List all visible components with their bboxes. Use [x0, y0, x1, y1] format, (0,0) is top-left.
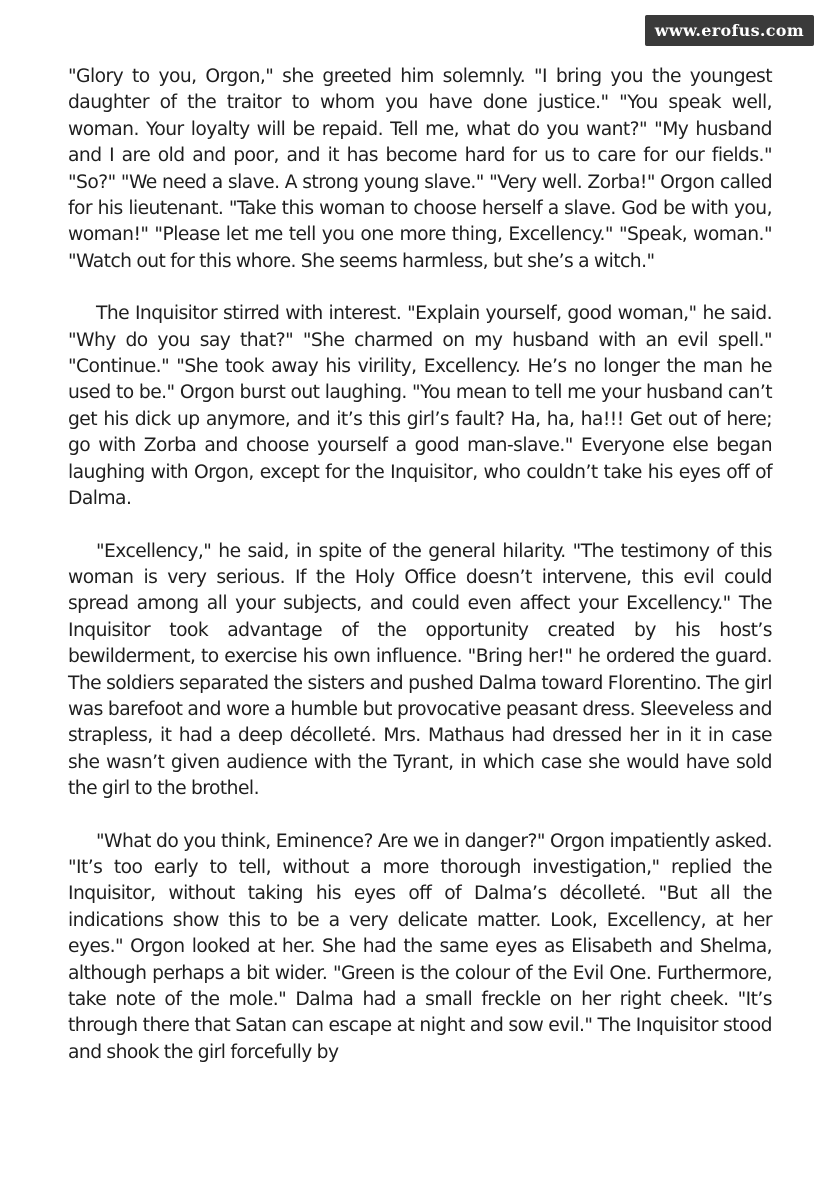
watermark-label: www.erofus.com [645, 15, 814, 46]
paragraph-2: The Inquisitor stirred with interest. "Explain yourself, good woman," he said. "Why do you say that?" "She charmed on my husband with an evil spell." "Continue." "She took away his virility, Excellency. He’s no longer the man he used to be." Orgon burst out laughing. "You mean to tell me your husband can’t get his dick up anymore, and it’s this girl’s fault? Ha, ha, ha!!! Get out of here; go with Zorba and choose yourself a good man-slave." Everyone else began laughing with Orgon, except for the Inquisitor, who couldn’t take his eyes off of Dalma. [68, 303, 772, 510]
paragraph-3: "Excellency," he said, in spite of the general hilarity. "The testimony of this woman is very serious. If the Holy Office doesn’t intervene, this evil could spread among all your subjects, and could even affect your Excellency." The Inquisitor took advantage of the opportunity created by his host’s bewilderment, to exercise his own influence. "Bring her!" he ordered the guard. The soldiers separated the sisters and pushed Dalma toward Florentino. The girl was barefoot and wore a humble but provocative peasant dress. Sleeveless and strapless, it had a deep décolleté. Mrs. Mathaus had dressed her in it in case she wasn’t given audience with the Tyrant, in which case she would have sold the girl to the brothel. [68, 540, 772, 800]
paragraph-4: "What do you think, Eminence? Are we in danger?" Orgon impatiently asked. "It’s too early to tell, without a more thorough investigation," replied the Inquisitor, without taking his eyes off of Dalma’s décolleté. "But all the indications show this to be a very delicate matter. Look, Excellency, at her eyes." Orgon looked at her. She had the same eyes as Elisabeth and Shelma, although perhaps a bit wider. "Green is the colour of the Evil One. Furthermore, take note of the mole." Dalma had a small freckle on her right cheek. "It’s through there that Satan can escape at night and sow evil." The Inquisitor stood and shook the girl forcefully by [68, 830, 772, 1063]
page-body-text [68, 64, 772, 1092]
paragraph-1: "Glory to you, Orgon," she greeted him solemnly. "I bring you the youngest daughter of the traitor to whom you have done justice." "You speak well, woman. Your loyalty will be repaid. Tell me, what do you want?" "My husband and I are old and poor, and it has become hard for us to care for our fields." "So?" "We need a slave. A strong young slave." "Very well. Zorba!" Orgon called for his lieutenant. "Take this woman to choose herself a slave. God be with you, woman!" "Please let me tell you one more thing, Excellency." "Speak, woman." "Watch out for this whore. She seems harmless, but she’s a witch." [68, 66, 772, 272]
